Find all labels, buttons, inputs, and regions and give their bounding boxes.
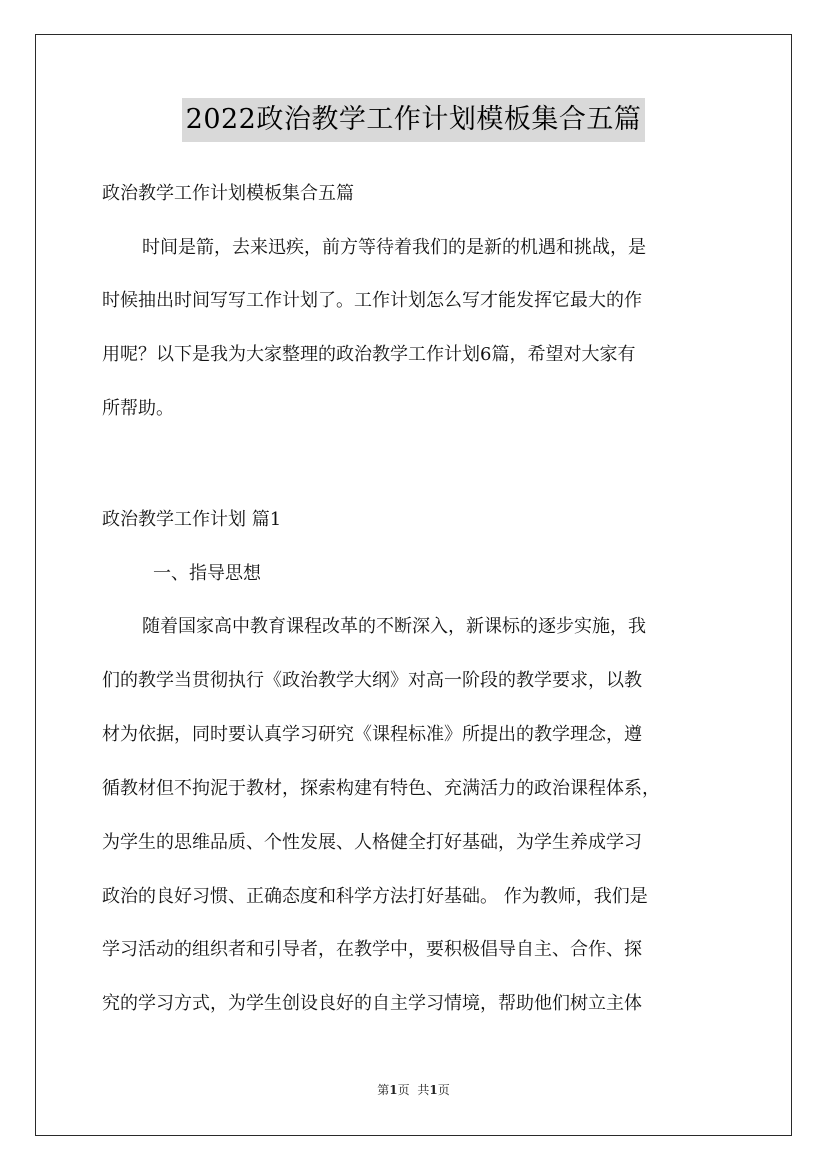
subsection-heading: 一、指导思想 — [153, 563, 261, 584]
body-line-1: 随着国家高中教育课程改革的不断深入，新课标的逐步实施，我 — [142, 616, 646, 637]
document-subtitle: 政治教学工作计划模板集合五篇 — [102, 183, 354, 204]
body-line-2: 们的教学当贯彻执行《政治教学大纲》对高一阶段的教学要求，以教 — [102, 670, 642, 691]
total-pages: 1 — [429, 1083, 438, 1097]
intro-line-4: 所帮助。 — [102, 398, 174, 419]
body-line-5: 为学生的思维品质、个性发展、人格健全打好基础，为学生养成学习 — [102, 832, 642, 853]
title-container — [0, 98, 827, 142]
total-prefix: 共 — [417, 1083, 430, 1097]
page-number: 1 — [389, 1083, 398, 1097]
total-suffix: 页 — [437, 1083, 450, 1097]
body-line-8: 究的学习方式，为学生创设良好的自主学习情境，帮助他们树立主体 — [102, 993, 642, 1014]
page-footer — [0, 1082, 827, 1098]
intro-line-3: 用呢？以下是我为大家整理的政治教学工作计划6篇，希望对大家有 — [102, 344, 636, 365]
intro-line-2: 时候抽出时间写写工作计划了。工作计划怎么写才能发挥它最大的作 — [102, 290, 642, 311]
page-suffix: 页 — [397, 1083, 410, 1097]
body-line-3: 材为依据，同时要认真学习研究《课程标准》所提出的教学理念，遵 — [102, 724, 642, 745]
body-line-6: 政治的良好习惯、正确态度和科学方法打好基础。 作为教师，我们是 — [102, 886, 648, 907]
intro-line-1: 时间是箭，去来迅疾，前方等待着我们的是新的机遇和挑战，是 — [142, 237, 646, 258]
section-heading: 政治教学工作计划 篇1 — [102, 509, 282, 530]
document-title: 2022政治教学工作计划模板集合五篇 — [182, 98, 646, 142]
body-line-4: 循教材但不拘泥于教材，探索构建有特色、充满活力的政治课程体系， — [102, 778, 660, 799]
body-line-7: 学习活动的组织者和引导者，在教学中，要积极倡导自主、合作、探 — [102, 939, 642, 960]
page-prefix: 第 — [377, 1083, 390, 1097]
